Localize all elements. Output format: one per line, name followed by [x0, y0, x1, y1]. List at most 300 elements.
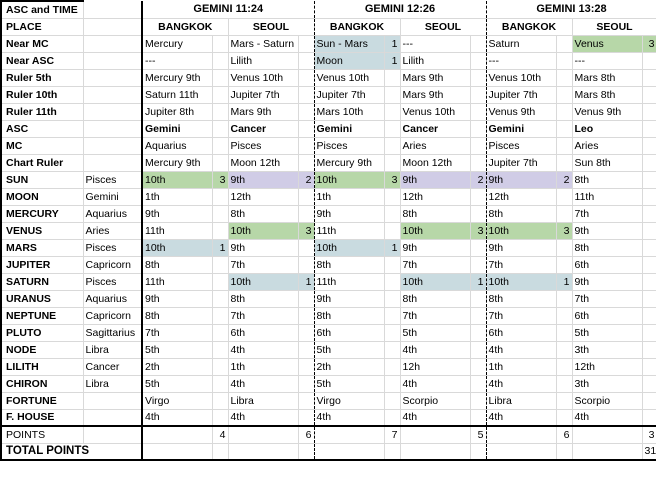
cell-points — [298, 35, 314, 52]
cell-points — [298, 358, 314, 375]
cell-points — [470, 154, 486, 171]
row-label: NODE — [1, 341, 83, 358]
cell-points: 1 — [212, 239, 228, 256]
cell-value: 5th — [314, 375, 384, 392]
row-label: MOON — [1, 188, 83, 205]
cell-value: Mars 9th — [400, 69, 470, 86]
cell-points — [556, 52, 572, 69]
cell-points — [384, 273, 400, 290]
cell-points — [384, 69, 400, 86]
cell-points — [212, 409, 228, 426]
cell-points — [470, 409, 486, 426]
row-sign: Gemini — [83, 188, 142, 205]
table-row — [1, 409, 656, 426]
cell-points: 3 — [556, 222, 572, 239]
cell-points: 2 — [470, 171, 486, 188]
cell-points — [212, 103, 228, 120]
row-sign — [83, 137, 142, 154]
cell-points: 2 — [298, 171, 314, 188]
cell-value: 2th — [314, 358, 384, 375]
cell-points: 3 — [384, 171, 400, 188]
table-row — [1, 256, 656, 273]
row-label: CHIRON — [1, 375, 83, 392]
row-label: Ruler 10th — [1, 86, 83, 103]
cell-points — [642, 137, 656, 154]
cell-value: 9th — [486, 171, 556, 188]
cell-points — [384, 375, 400, 392]
cell-value: 8th — [486, 205, 556, 222]
cell-value: 7th — [486, 307, 556, 324]
cell-value: 9th — [572, 222, 642, 239]
table-row — [1, 324, 656, 341]
cell-points — [556, 35, 572, 52]
row-sign: Pisces — [83, 273, 142, 290]
row-label: MERCURY — [1, 205, 83, 222]
cell-value: 4th — [486, 341, 556, 358]
cell-points — [642, 205, 656, 222]
cell-value: 4th — [572, 409, 642, 426]
cell-points — [212, 137, 228, 154]
cell-value: 8th — [142, 256, 212, 273]
cell-value: 9th — [400, 239, 470, 256]
cell-value: Lilith — [400, 52, 470, 69]
cell-value: 11th — [142, 273, 212, 290]
cell-value: 4th — [400, 375, 470, 392]
cell-points — [298, 409, 314, 426]
cell-value: 4th — [228, 409, 298, 426]
row-label: Near MC — [1, 35, 83, 52]
cell-value: Venus 10th — [314, 69, 384, 86]
cell-value: --- — [572, 52, 642, 69]
table-row — [1, 341, 656, 358]
cell-value: 5th — [400, 324, 470, 341]
total-row — [1, 443, 656, 460]
table-row — [1, 239, 656, 256]
table-row — [1, 188, 656, 205]
cell-value: Libra — [486, 392, 556, 409]
points-label: POINTS — [1, 426, 83, 443]
row-sign: Libra — [83, 375, 142, 392]
place-header: SEOUL — [228, 18, 314, 35]
cell-points — [212, 222, 228, 239]
cell-value: 9th — [314, 290, 384, 307]
cell-value: 2th — [142, 358, 212, 375]
cell-points — [642, 307, 656, 324]
cell-value: 10th — [142, 171, 212, 188]
row-sign: Capricorn — [83, 256, 142, 273]
cell-points — [470, 52, 486, 69]
cell-points — [298, 69, 314, 86]
cell-points — [556, 69, 572, 86]
time-header-3: GEMINI 13:28 — [486, 1, 656, 18]
cell-points — [556, 137, 572, 154]
cell-points — [298, 341, 314, 358]
cell-value: Pisces — [228, 137, 298, 154]
cell-value: 7th — [486, 256, 556, 273]
cell-points: 1 — [384, 52, 400, 69]
cell-value: 1th — [142, 188, 212, 205]
row-sign: Capricorn — [83, 307, 142, 324]
cell-value: 7th — [400, 256, 470, 273]
cell-points — [212, 392, 228, 409]
cell-points — [556, 205, 572, 222]
cell-value: Pisces — [486, 137, 556, 154]
table-row — [1, 222, 656, 239]
cell-value: 4th — [228, 375, 298, 392]
row-label: JUPITER — [1, 256, 83, 273]
cell-value: 7th — [142, 324, 212, 341]
table-row — [1, 392, 656, 409]
cell-points — [556, 120, 572, 137]
row-sign: Libra — [83, 341, 142, 358]
cell-value: 10th — [400, 222, 470, 239]
cell-value: Mercury 9th — [142, 69, 212, 86]
place-label: PLACE — [1, 18, 83, 35]
row-label: F. HOUSE — [1, 409, 83, 426]
cell-points — [470, 375, 486, 392]
cell-value: 12h — [400, 358, 470, 375]
cell-points: 2 — [556, 171, 572, 188]
cell-value: 6th — [572, 256, 642, 273]
cell-points — [298, 120, 314, 137]
cell-value: Venus 9th — [572, 103, 642, 120]
cell-points — [470, 324, 486, 341]
cell-value: Mercury 9th — [142, 154, 212, 171]
row-label: LILITH — [1, 358, 83, 375]
cell-value: 11th — [572, 188, 642, 205]
cell-value: 1th — [228, 358, 298, 375]
cell-points — [212, 290, 228, 307]
table-row — [1, 375, 656, 392]
row-label: Ruler 11th — [1, 103, 83, 120]
cell-points — [298, 375, 314, 392]
cell-value: 10th — [228, 273, 298, 290]
cell-value: 4th — [314, 409, 384, 426]
cell-points — [642, 375, 656, 392]
cell-value: Jupiter 7th — [228, 86, 298, 103]
cell-value: 4th — [400, 409, 470, 426]
cell-points: 1 — [556, 273, 572, 290]
cell-value: 4th — [228, 341, 298, 358]
cell-value: Gemini — [142, 120, 212, 137]
cell-points — [642, 324, 656, 341]
table-row — [1, 69, 656, 86]
cell-value: 6th — [486, 324, 556, 341]
cell-points — [212, 52, 228, 69]
cell-value: 9th — [572, 273, 642, 290]
row-sign — [83, 120, 142, 137]
cell-value: Venus 10th — [400, 103, 470, 120]
cell-value: 3th — [572, 375, 642, 392]
cell-points — [470, 188, 486, 205]
row-label: Chart Ruler — [1, 154, 83, 171]
row-sign — [83, 86, 142, 103]
row-label: SATURN — [1, 273, 83, 290]
row-label: Ruler 5th — [1, 69, 83, 86]
row-sign — [83, 35, 142, 52]
row-sign — [83, 103, 142, 120]
cell-value: 9th — [400, 171, 470, 188]
cell-points: 3 — [212, 171, 228, 188]
cell-points — [298, 256, 314, 273]
cell-value: 5th — [572, 324, 642, 341]
cell-value: --- — [400, 35, 470, 52]
cell-points — [470, 69, 486, 86]
cell-value: 8th — [228, 205, 298, 222]
cell-value: 12th — [400, 188, 470, 205]
cell-points — [298, 137, 314, 154]
cell-points — [642, 358, 656, 375]
cell-value: Libra — [228, 392, 298, 409]
cell-value: Jupiter 7th — [314, 86, 384, 103]
cell-value: 8th — [400, 205, 470, 222]
row-label: VENUS — [1, 222, 83, 239]
cell-points — [556, 256, 572, 273]
cell-points — [556, 307, 572, 324]
cell-value: Jupiter 8th — [142, 103, 212, 120]
row-label: PLUTO — [1, 324, 83, 341]
row-sign: Pisces — [83, 239, 142, 256]
cell-value: 8th — [572, 171, 642, 188]
row-sign: Aquarius — [83, 205, 142, 222]
cell-points — [298, 205, 314, 222]
place-header: BANGKOK — [486, 18, 572, 35]
cell-points — [556, 358, 572, 375]
cell-points — [384, 341, 400, 358]
cell-value: Mars 10th — [314, 103, 384, 120]
table-row — [1, 86, 656, 103]
row-label: Near ASC — [1, 52, 83, 69]
cell-points — [298, 290, 314, 307]
time-header-2: GEMINI 12:26 — [314, 1, 486, 18]
table-row — [1, 103, 656, 120]
cell-points — [298, 154, 314, 171]
cell-points — [556, 86, 572, 103]
cell-value: 9th — [486, 239, 556, 256]
cell-points — [298, 239, 314, 256]
cell-points — [298, 324, 314, 341]
cell-points — [384, 307, 400, 324]
cell-value: Mars 9th — [228, 103, 298, 120]
cell-value: Mars 9th — [400, 86, 470, 103]
cell-value: 10th — [486, 273, 556, 290]
place-header: SEOUL — [400, 18, 486, 35]
cell-points — [212, 341, 228, 358]
cell-value: 9th — [228, 171, 298, 188]
cell-value: Scorpio — [400, 392, 470, 409]
cell-points — [470, 35, 486, 52]
cell-value: Sun 8th — [572, 154, 642, 171]
cell-value: 12th — [228, 188, 298, 205]
cell-value: 3th — [572, 341, 642, 358]
cell-value: Moon 12th — [228, 154, 298, 171]
points-row — [1, 426, 656, 443]
cell-points — [556, 392, 572, 409]
cell-value: 10th — [314, 171, 384, 188]
cell-value: Cancer — [228, 120, 298, 137]
table-row — [1, 154, 656, 171]
cell-points — [384, 120, 400, 137]
place-header: SEOUL — [572, 18, 656, 35]
cell-points — [212, 154, 228, 171]
cell-points — [556, 324, 572, 341]
cell-points — [298, 86, 314, 103]
cell-points — [642, 222, 656, 239]
points-value: 4 — [212, 426, 228, 443]
cell-value: Jupiter 7th — [486, 154, 556, 171]
cell-points — [642, 341, 656, 358]
cell-points — [470, 341, 486, 358]
points-value: 6 — [556, 426, 572, 443]
cell-value: 5th — [142, 341, 212, 358]
time-header-1: GEMINI 11:24 — [142, 1, 314, 18]
cell-value: 5th — [314, 341, 384, 358]
row-sign — [83, 52, 142, 69]
cell-value: 7th — [572, 290, 642, 307]
cell-value: 10th — [400, 273, 470, 290]
cell-value: 7th — [400, 307, 470, 324]
cell-points — [642, 154, 656, 171]
cell-points: 3 — [470, 222, 486, 239]
table-row — [1, 290, 656, 307]
cell-value: Virgo — [314, 392, 384, 409]
total-value: 31 — [642, 443, 656, 460]
cell-value: 1th — [314, 188, 384, 205]
cell-value: 7th — [228, 307, 298, 324]
table-row — [1, 358, 656, 375]
cell-value: Sun - Mars — [314, 35, 384, 52]
table-title: ASC and TIME — [1, 1, 83, 18]
cell-points — [642, 52, 656, 69]
cell-value: Mercury 9th — [314, 154, 384, 171]
header-row-times — [1, 1, 656, 18]
row-label: ASC — [1, 120, 83, 137]
table-row — [1, 137, 656, 154]
cell-points — [642, 273, 656, 290]
cell-points — [556, 239, 572, 256]
table-row — [1, 171, 656, 188]
cell-value: Moon — [314, 52, 384, 69]
cell-points — [642, 409, 656, 426]
cell-value: 9th — [314, 205, 384, 222]
cell-points: 1 — [384, 239, 400, 256]
cell-value: 10th — [142, 239, 212, 256]
cell-value: 4th — [486, 409, 556, 426]
cell-value: 7th — [228, 256, 298, 273]
place-header: BANGKOK — [142, 18, 228, 35]
cell-value: 6th — [314, 324, 384, 341]
table-row — [1, 52, 656, 69]
cell-value: 4th — [486, 375, 556, 392]
cell-points — [384, 392, 400, 409]
cell-value: 7th — [572, 205, 642, 222]
row-sign — [83, 409, 142, 426]
points-value: 6 — [298, 426, 314, 443]
cell-value: 5th — [142, 375, 212, 392]
table-row — [1, 120, 656, 137]
cell-points — [298, 103, 314, 120]
cell-value: Venus — [572, 35, 642, 52]
row-label: MC — [1, 137, 83, 154]
cell-value: 11th — [142, 222, 212, 239]
cell-value: Jupiter 7th — [486, 86, 556, 103]
cell-points — [642, 171, 656, 188]
cell-points — [212, 256, 228, 273]
cell-points — [642, 392, 656, 409]
cell-value: 11th — [314, 222, 384, 239]
cell-value: Virgo — [142, 392, 212, 409]
cell-value: Aquarius — [142, 137, 212, 154]
cell-points — [642, 239, 656, 256]
cell-points — [556, 103, 572, 120]
cell-value: 10th — [486, 222, 556, 239]
points-value: 7 — [384, 426, 400, 443]
cell-points — [384, 188, 400, 205]
cell-points — [556, 375, 572, 392]
cell-value: Pisces — [314, 137, 384, 154]
cell-value: Lilith — [228, 52, 298, 69]
cell-points — [642, 188, 656, 205]
cell-points — [384, 205, 400, 222]
cell-points — [212, 358, 228, 375]
table-row — [1, 205, 656, 222]
cell-points — [470, 239, 486, 256]
cell-value: Gemini — [486, 120, 556, 137]
cell-value: Cancer — [400, 120, 470, 137]
cell-points — [384, 290, 400, 307]
cell-points — [212, 205, 228, 222]
cell-value: 9th — [228, 239, 298, 256]
cell-value: Mars - Saturn — [228, 35, 298, 52]
cell-points — [212, 35, 228, 52]
cell-value: 6th — [572, 307, 642, 324]
points-value: 5 — [470, 426, 486, 443]
cell-value: 4th — [400, 341, 470, 358]
cell-value: 1th — [486, 358, 556, 375]
cell-points — [212, 120, 228, 137]
cell-points — [556, 154, 572, 171]
place-header: BANGKOK — [314, 18, 400, 35]
cell-points — [470, 392, 486, 409]
cell-points — [384, 324, 400, 341]
cell-value: Venus 9th — [486, 103, 556, 120]
cell-value: Venus 10th — [486, 69, 556, 86]
cell-points — [298, 188, 314, 205]
cell-points — [212, 86, 228, 103]
table-row — [1, 307, 656, 324]
row-sign: Sagittarius — [83, 324, 142, 341]
cell-points — [642, 86, 656, 103]
cell-points — [642, 69, 656, 86]
cell-value: Scorpio — [572, 392, 642, 409]
cell-points — [642, 103, 656, 120]
cell-points — [384, 358, 400, 375]
cell-value: 8th — [142, 307, 212, 324]
cell-value: --- — [142, 52, 212, 69]
cell-points — [642, 256, 656, 273]
cell-value: 8th — [314, 256, 384, 273]
cell-value: 10th — [228, 222, 298, 239]
row-sign — [83, 69, 142, 86]
cell-points — [556, 290, 572, 307]
cell-value: 9th — [142, 205, 212, 222]
points-value: 3 — [642, 426, 656, 443]
cell-points — [556, 341, 572, 358]
cell-points — [642, 290, 656, 307]
row-label: NEPTUNE — [1, 307, 83, 324]
row-label: MARS — [1, 239, 83, 256]
cell-value: 9th — [142, 290, 212, 307]
